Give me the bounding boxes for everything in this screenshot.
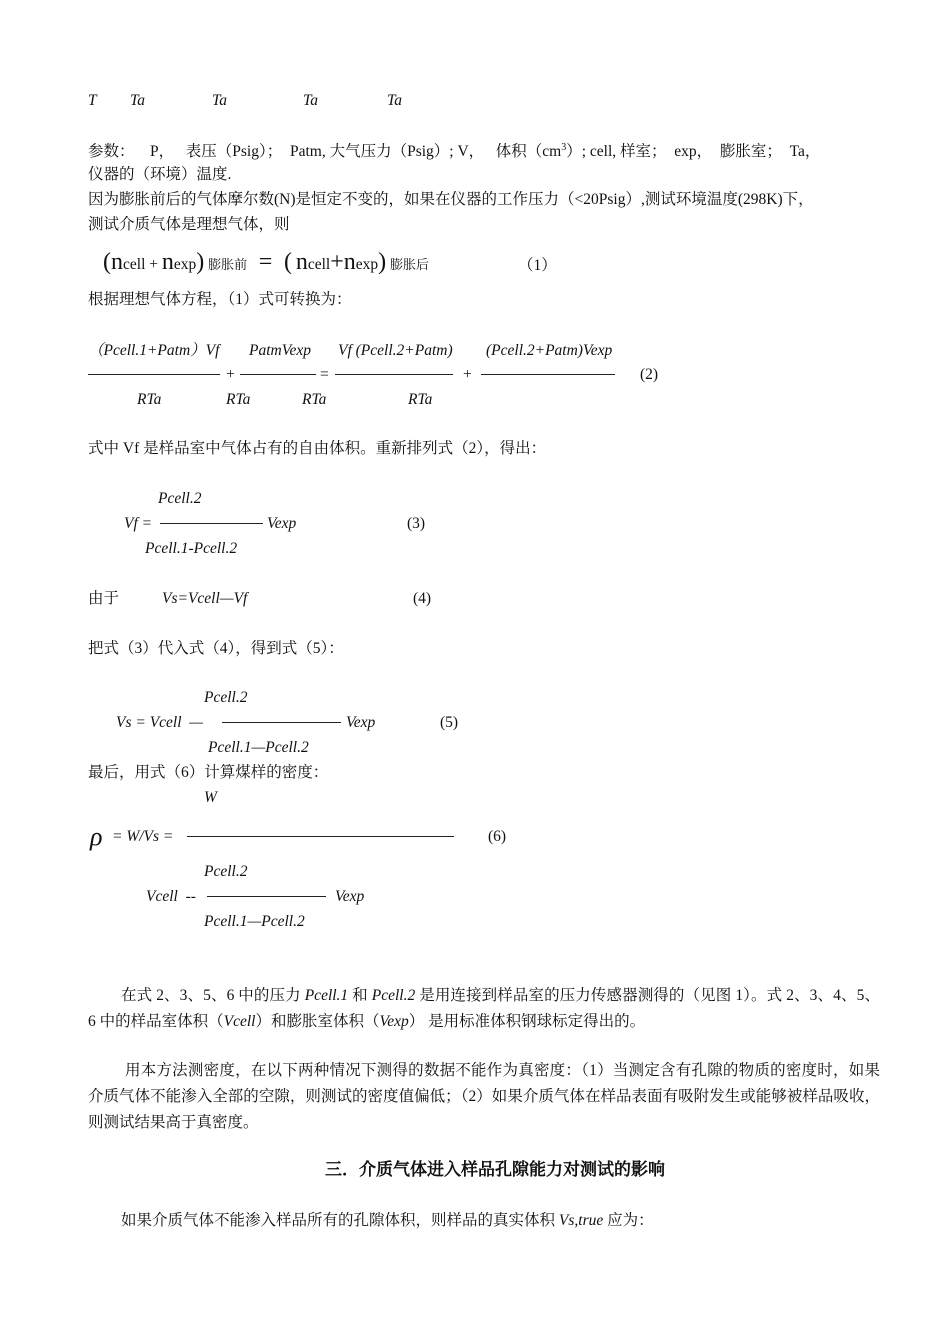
para3-c: 应为： xyxy=(603,1212,654,1229)
eq5-numerator: Pcell.2 xyxy=(204,689,248,706)
eq6-lhs: = W/Vs = xyxy=(112,828,174,845)
eq4-expr: Vs=Vcell—Vf xyxy=(162,590,248,607)
var-ta-3: Ta xyxy=(303,92,318,109)
eq2-term3: Vf (Pcell.2+Patm) xyxy=(338,342,453,359)
eq4-prefix: 由于 xyxy=(88,590,120,607)
eq2-term4: (Pcell.2+Patm)Vexp xyxy=(486,342,613,359)
para1-vexp: Vexp xyxy=(379,1013,409,1030)
eq2-fraction-bar-1 xyxy=(88,374,220,375)
eq1-plus1: + xyxy=(149,256,158,273)
eq5-number: (5) xyxy=(440,714,459,731)
eq2-number: (2) xyxy=(640,366,659,383)
eq6-fraction-bar xyxy=(187,836,454,837)
var-t: T xyxy=(88,92,97,109)
eq6-inner-right: Vexp xyxy=(335,888,365,905)
eq3-numerator: Pcell.2 xyxy=(158,490,202,507)
eq6-rho: ρ xyxy=(90,822,103,851)
eq2-denom-2: RTa xyxy=(226,391,251,408)
vf-text: 式中 Vf 是样品室中气体占有的自由体积。重新排列式（2），得出： xyxy=(88,440,547,457)
section-heading: 三．介质气体进入样品孔隙能力对测试的影响 xyxy=(325,1160,665,1180)
eq6-number: (6) xyxy=(488,828,507,845)
eq2-fraction-bar-3 xyxy=(335,374,453,375)
eq2-fraction-bar-2 xyxy=(240,374,316,375)
intro-line-1: 因为膨胀前后的气体摩尔数(N)是恒定不变的，如果在仪器的工作压力（<20Psig）,测试环境温度(298K)下， xyxy=(88,191,814,208)
params-sup: 3 xyxy=(561,142,567,153)
paren-close: ) xyxy=(196,249,205,275)
eq4-number: (4) xyxy=(413,590,432,607)
eq6-inner-fraction-bar xyxy=(207,896,326,897)
eq2-denom-4: RTa xyxy=(408,391,433,408)
paren-open-2: ( xyxy=(283,249,292,275)
eq2-plus: + xyxy=(226,366,235,383)
params-text-1: 参数： P， 表压（Psig）； Patm, 大气压力（Psig）; V， 体积（cm xyxy=(88,143,562,160)
params-line xyxy=(88,142,820,162)
eq2-plus-2: + xyxy=(463,366,472,383)
para1-vcell: Vcell xyxy=(223,1013,256,1030)
para1-pcell1: Pcell.1 xyxy=(304,987,349,1004)
var-ta-4: Ta xyxy=(387,92,402,109)
eq1-exp2: exp xyxy=(355,256,379,273)
eq2-term1: （Pcell.1+Patm）Vf xyxy=(88,342,220,359)
paragraph-true-density: 用本方法测密度，在以下两种情况下测得的数据不能作为真密度：（1）当测定含有孔隙的物质的密度时，如果介质气体不能渗入全部的空隙，则测试的密度值偏低；（2）如果介质气体在样品表面有吸附发生或能够被样品吸收，则测试结果高于真密度。 xyxy=(88,1062,880,1131)
eq6-w: W xyxy=(204,789,217,806)
eq1-number: （1） xyxy=(518,257,557,274)
para3-vstrue: Vs,true xyxy=(558,1212,604,1229)
convert-text: 根据理想气体方程，（1）式可转换为： xyxy=(88,291,352,308)
para1-c: 和 xyxy=(348,987,372,1004)
eq1-n4: n xyxy=(343,249,356,275)
paragraph-pressure xyxy=(88,983,880,1035)
eq1-n1: n xyxy=(111,249,123,275)
eq3-right: Vexp xyxy=(267,515,297,532)
eq1-after: 膨胀后 xyxy=(390,257,430,272)
paragraph-penetration xyxy=(88,1208,880,1234)
var-ta-1: Ta xyxy=(130,92,145,109)
para1-g: ）和膨胀室体积（ xyxy=(255,1013,380,1030)
params-text-2: ）; cell, 样室； exp， 膨胀室； Ta， xyxy=(566,143,821,160)
eq3-fraction-bar xyxy=(160,523,263,524)
eq5-right: Vexp xyxy=(346,714,376,731)
eq2-equals: = xyxy=(320,366,329,383)
equation-1 xyxy=(103,248,429,277)
eq1-n2: n xyxy=(161,249,174,275)
eq1-cell1: cell xyxy=(123,256,146,273)
intro-line-2: 测试介质气体是理想气体，则 xyxy=(88,216,290,233)
para1-pcell2: Pcell.2 xyxy=(371,987,416,1004)
eq5-left: Vs = Vcell — xyxy=(116,714,204,731)
eq6-inner-left: Vcell -- xyxy=(146,888,196,905)
eq3-denominator: Pcell.1-Pcell.2 xyxy=(145,540,238,557)
eq1-plus2: + xyxy=(330,249,344,275)
sub-text: 把式（3）代入式（4），得到式（5）： xyxy=(88,640,344,657)
eq2-denom-1: RTa xyxy=(137,391,162,408)
eq2-fraction-bar-4 xyxy=(481,374,615,375)
eq3-number: (3) xyxy=(407,515,426,532)
eq1-exp1: exp xyxy=(173,256,197,273)
eq1-equals: = xyxy=(258,249,273,275)
eq1-n3: n xyxy=(295,249,308,275)
paren-close-2: ) xyxy=(378,249,387,275)
eq6-inner-denominator: Pcell.1—Pcell.2 xyxy=(204,913,305,930)
var-ta-2: Ta xyxy=(212,92,227,109)
eq2-denom-3: RTa xyxy=(302,391,327,408)
eq1-before: 膨胀前 xyxy=(208,257,248,272)
eq3-left: Vf = xyxy=(124,515,153,532)
paren-open: ( xyxy=(103,249,111,275)
eq6-inner-numerator: Pcell.2 xyxy=(204,863,248,880)
para1-a: 在式 2、3、5、6 中的压力 xyxy=(121,987,305,1004)
final-text: 最后，用式（6）计算煤样的密度： xyxy=(88,764,329,781)
eq2-term2: PatmVexp xyxy=(249,342,311,359)
eq1-cell2: cell xyxy=(307,256,331,273)
para3-a: 如果介质气体不能渗入样品所有的孔隙体积，则样品的真实体积 xyxy=(121,1212,559,1229)
eq5-fraction-bar xyxy=(222,722,341,723)
params-line-2: 仪器的（环境）温度. xyxy=(88,166,232,183)
para1-i: ） 是用标准体积钢球标定得出的。 xyxy=(408,1013,646,1030)
para1-e: 是用连接到样品室的压力传感器测得的（见图 1）。式 2、3、4、5、6 中的样品室体积（ xyxy=(88,987,880,1030)
eq5-denominator: Pcell.1—Pcell.2 xyxy=(208,739,309,756)
